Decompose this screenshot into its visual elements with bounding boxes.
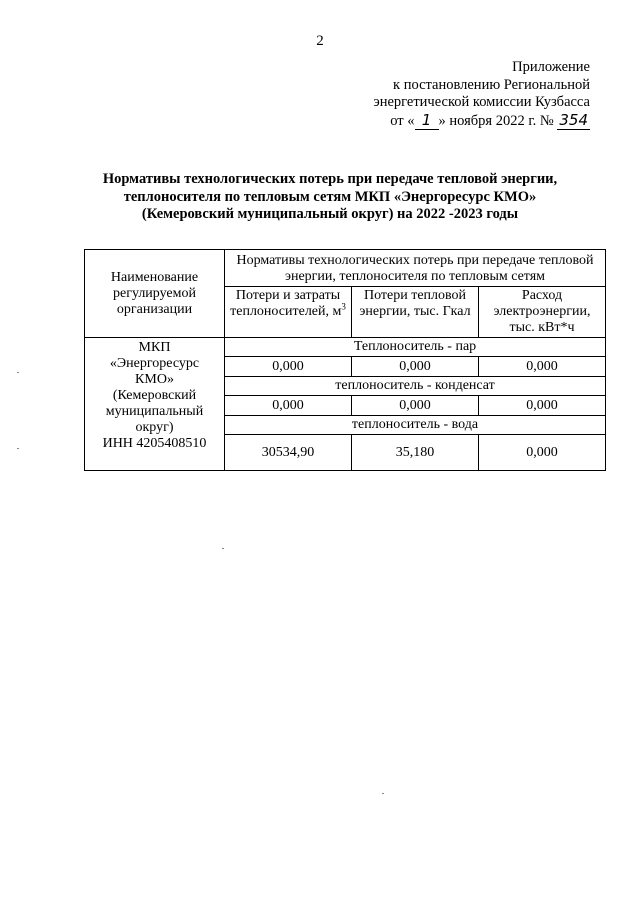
- org-line-2: «Энергоресурс: [109, 356, 200, 371]
- value-water-heat: 35,180: [352, 435, 479, 471]
- value-water-electricity: 0,000: [479, 435, 606, 471]
- col-header-losses-sup: 3: [341, 301, 346, 312]
- value-condensate-heat: 0,000: [352, 396, 479, 416]
- norms-table: [84, 249, 606, 471]
- org-line-1: МКП: [138, 340, 171, 355]
- org-header-cell: Наименование регулируемой организации: [85, 250, 225, 338]
- scan-speck: [222, 548, 224, 549]
- org-line-4: (Кемеровский: [112, 388, 197, 403]
- section-label-condensate: теплоноситель - конденсат: [225, 377, 606, 396]
- handwritten-number: 354: [559, 110, 588, 129]
- col-header-losses: [225, 287, 352, 338]
- value-steam-electricity: 0,000: [479, 357, 606, 377]
- appendix-date-line: [373, 112, 590, 131]
- value-steam-losses: 0,000: [225, 357, 352, 377]
- date-suffix: » ноября 2022 г. №: [438, 112, 554, 129]
- section-label-water: теплоноситель - вода: [225, 416, 606, 435]
- org-line-6: округ): [135, 420, 174, 435]
- document-title: [60, 171, 600, 224]
- appendix-title: Приложение: [512, 59, 590, 75]
- col-header-losses-text: Потери и затраты теплоносителей, м: [230, 288, 342, 319]
- col-header-heat: Потери тепловой энергии, тыс. Гкал: [352, 287, 479, 338]
- value-water-losses: 30534,90: [225, 435, 352, 471]
- appendix-resolution: к постановлению Региональной: [393, 76, 590, 93]
- section-label-steam: Теплоноситель - пар: [225, 338, 606, 357]
- group-header-cell: Нормативы технологических потерь при передаче тепловой энергии, теплоносителя по тепловым сетям: [225, 250, 606, 287]
- organization-cell: [85, 338, 225, 471]
- scan-speck: [17, 372, 19, 373]
- page-number: 2: [316, 33, 324, 49]
- handwritten-day: 1: [415, 112, 439, 131]
- org-line-5: муниципальный: [105, 404, 204, 419]
- appendix-commission: энергетической комиссии Кузбасса: [373, 94, 590, 110]
- date-prefix: от «: [390, 112, 415, 129]
- col-header-electricity: Расход электроэнергии, тыс. кВт*ч: [479, 287, 606, 338]
- value-condensate-losses: 0,000: [225, 396, 352, 416]
- scan-speck: [382, 793, 384, 794]
- title-line-3: (Кемеровский муниципальный округ) на 2022 -2023 годы: [141, 206, 519, 222]
- table-header-row: [85, 250, 606, 287]
- value-condensate-electricity: 0,000: [479, 396, 606, 416]
- title-line-1: Нормативы технологических потерь при передаче тепловой энергии,: [102, 171, 558, 187]
- title-line-2: теплоносителя по тепловым сетям МКП «Энергоресурс КМО»: [123, 188, 537, 205]
- section-row-steam: [85, 338, 606, 357]
- appendix-block: [373, 59, 590, 130]
- org-line-3: КМО»: [135, 372, 174, 387]
- org-line-7: ИНН 4205408510: [102, 436, 207, 451]
- scan-speck: [17, 448, 19, 449]
- value-steam-heat: 0,000: [352, 357, 479, 377]
